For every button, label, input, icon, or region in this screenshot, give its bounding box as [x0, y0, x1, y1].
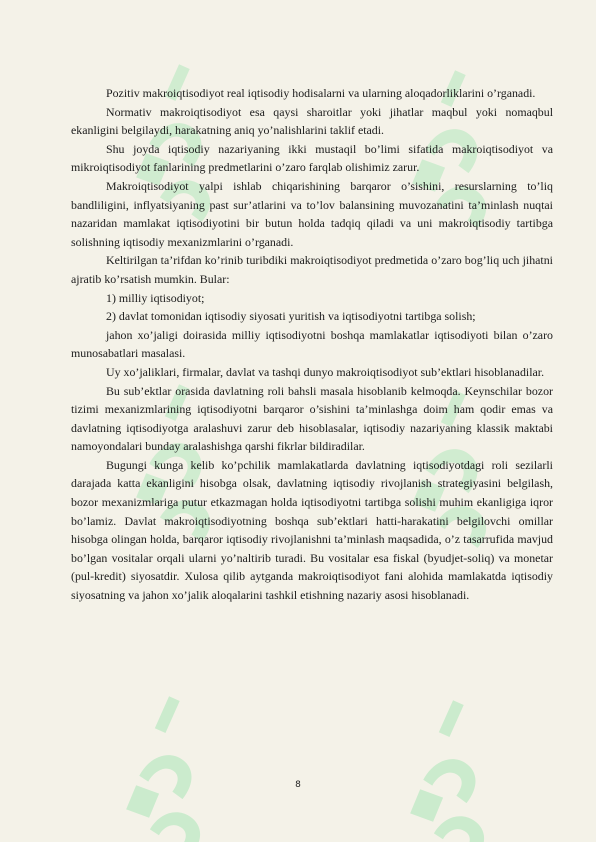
paragraph-macro-subjects: Uy xo’jaliklari, firmalar, davlat va tashqi dunyo makroiqtisodiyot sub’ektlari hisoblanadilar. — [106, 364, 545, 379]
paragraph-positive-macro: Pozitiv makroiqtisodiyot real iqtisodiy hodisalarni va ularning aloqadorliklarini o’rganadi. — [106, 86, 536, 100]
paragraph-macro-definition: Makroiqtisodiyot yalpi ishlab chiqarishining barqaror o’sishini, resurslarning to’liq bandliligini, inflyatsiyaning past sur’atlarini va to’lov balansining muvozanatini ta’minlash nuqtai nazaridan mamlakat iqtisodiyotini bir butun holda tadqiq qiladi va uni makroiqtisodiy tartibga solishning iqtisodiy mexanizmlarini o’rganadi. — [71, 178, 553, 249]
list-item-world-economy: jahon xo’jaligi doirasida milliy iqtisodiyotni boshqa mamlakatlar iqtisodiyoti bilan o’zaro munosabatlari masalasi. — [71, 327, 553, 361]
list-item-state-policy: 2) davlat tomonidan iqtisodiy siyosati yuritish va iqtisodiyotni tartibga solish; — [106, 309, 476, 324]
paragraph-three-aspects: Keltirilgan ta’rifdan ko’rinib turibdiki makroiqtisodiyot predmetida o’zaro bog’liq uch jihatni ajratib ko’rsatish mumkin. Bular: — [71, 253, 553, 286]
watermark-bottom-left — [87, 693, 255, 842]
paragraph-conclusion: Bugungi kunga kelib ko’pchilik mamlakatlarda davlatning iqtisodiyotdagi roli sezilarli darajada katta ekanligini hisobga olsak, davlatning iqtisodiy rivojlanish strategiyasini belgilash, bozor mexanizmlariga putur etkazmagan holda iqtisodiyotni tartibga solishi muhim ekanligiga iqror bo’lamiz. Davlat makroiqtisodiyotning boshqa sub’ektlari hatti-harakatini belgilovchi omillar hisobga olingan holda, barqaror iqtisodiy rivojlanishni ta’minlash maqsadida, o’z tasarrufida mavjud bo’lgan vositalar orqali ularni yo’naltirib turadi. Bu vositalar esa fiskal (byudjet-soliq) va monetar (pul-kredit) siyosatdir. Xulosa qilib aytganda makroiqtisodiyot fani alohida mamlakatda iqtisodiy siyosatning va jahon xo’jalik aloqalarini tashkil etishning nazariy asosi hisoblanadi. — [71, 457, 553, 603]
paragraph-state-role-debate: Bu sub’ektlar orasida davlatning roli bahsli masala hisoblanib kelmoqda. Keynschilar bozor tizimi mexanizmlarining iqtisodiyotni barqaror o’sishini ta’minlashga doim ham qodir emas va davlatning iqtisodiyotga aralashuvi zarur deb hisoblasalar, iqtisodiy nazariyaning klassik maktabi namoyondalari bunday aralashishga qarshi fikrlar bildiradilar. — [71, 383, 553, 454]
watermark-bottom-right — [371, 697, 539, 842]
paragraph-two-branches: Shu joyda iqtisodiy nazariyaning ikki mustaqil bo’limi sifatida makroiqtisodiyot va mikroiqtisodiyot fanlarining predmetlarini o’zaro farqlab olishimiz zarur. — [71, 141, 553, 175]
paragraph-normative-macro: Normativ makroiqtisodiyot esa qaysi sharoitlar yoki jihatlar maqbul yoki nomaqbul ekanligini belgilaydi, harakatning aniq yo’nalishlarini taklif etadi. — [71, 104, 553, 138]
document-body — [71, 84, 553, 605]
list-item-national-economy: 1) milliy iqtisodiyot; — [106, 290, 205, 305]
page-number: 8 — [295, 780, 301, 790]
